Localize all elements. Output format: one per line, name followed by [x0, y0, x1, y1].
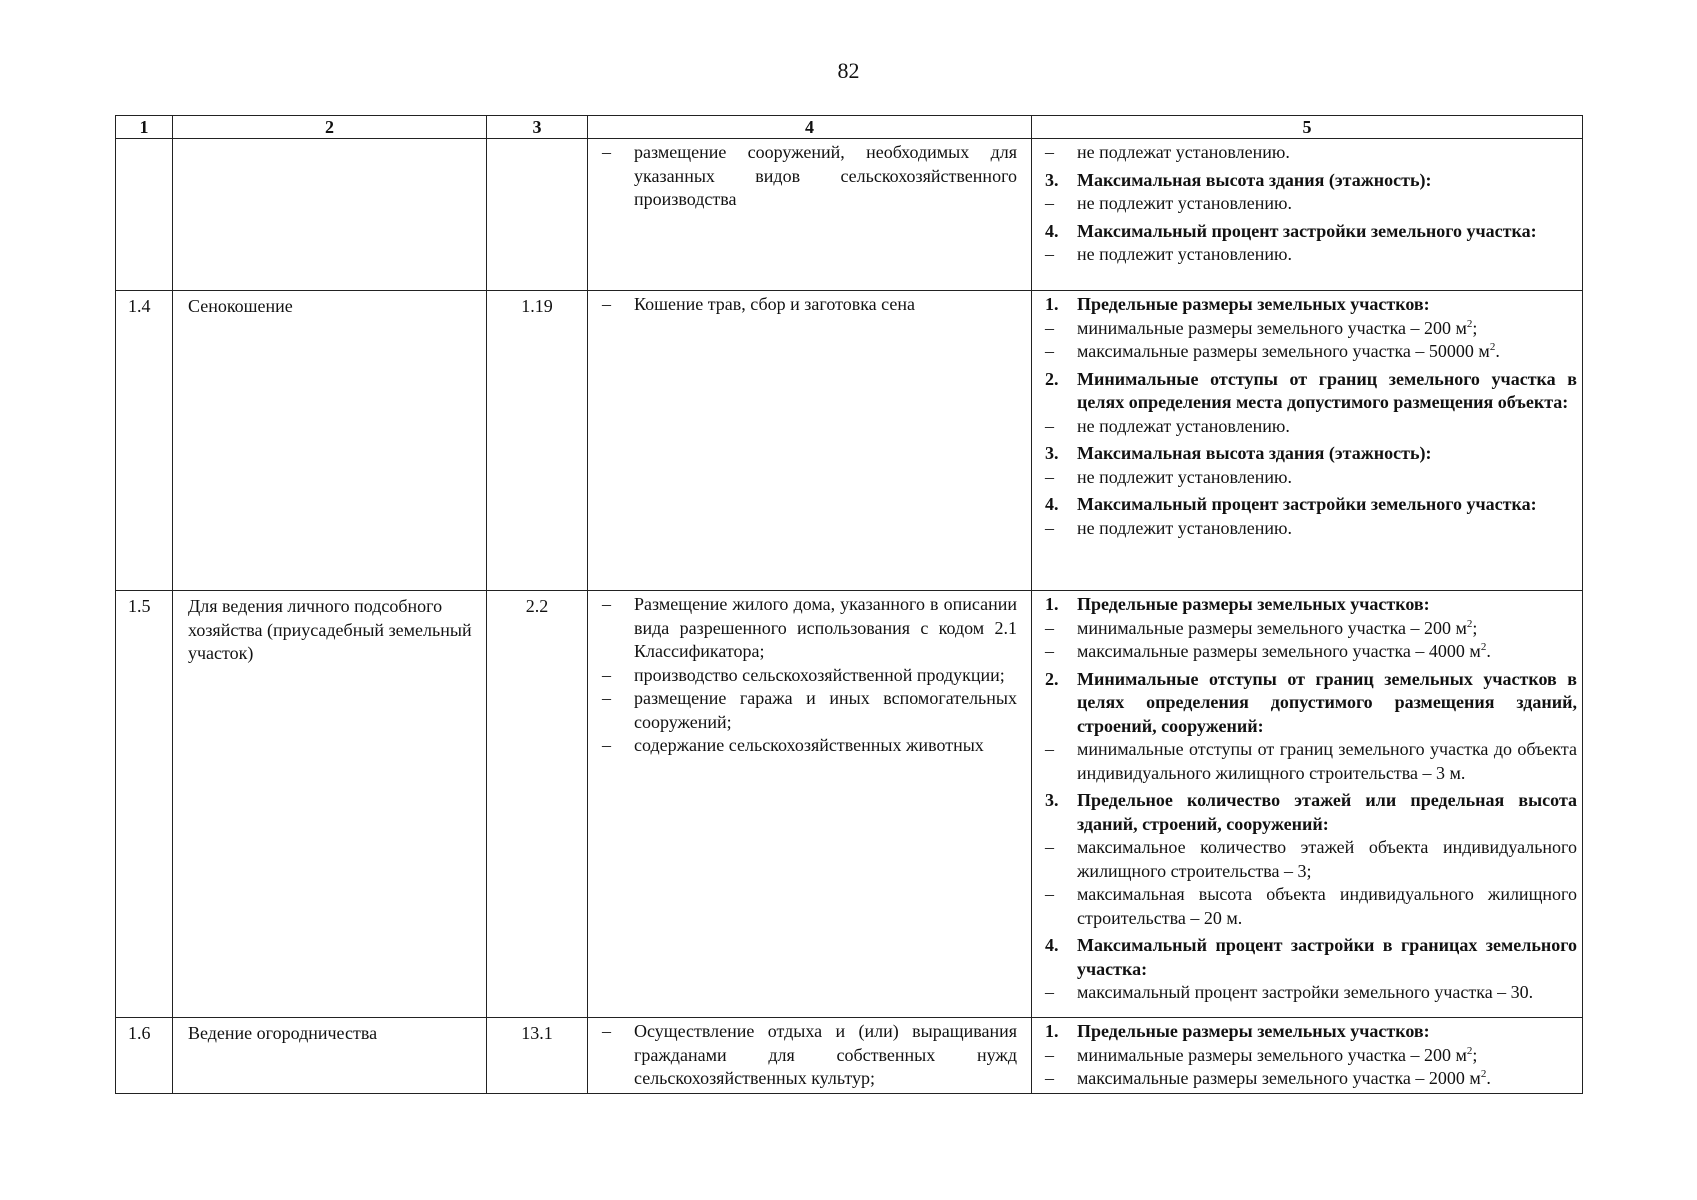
item-number: 4. [1045, 220, 1059, 241]
dash-bullet: – [1045, 884, 1054, 904]
cell-use-description [588, 1018, 1032, 1094]
cell-use-code [487, 591, 588, 1018]
parameter-value: минимальные отступы от границ земельного участка до объекта индивидуального жилищного строительства – 3 м. [1077, 739, 1577, 783]
parameter-text [1077, 466, 1577, 490]
parameter-item [1045, 738, 1577, 785]
parameter-text [1077, 934, 1577, 981]
item-number: 4. [1045, 494, 1059, 514]
table-body [116, 139, 1583, 1094]
item-number: 3. [1045, 169, 1059, 190]
parameter-value: минимальные размеры земельного участка – 200 м [1077, 1044, 1467, 1065]
cell-use-code [487, 291, 588, 591]
trailing-punctuation: . [1486, 641, 1491, 661]
cell-parameters [1032, 1018, 1583, 1094]
dash-bullet: – [602, 664, 611, 685]
cell-parameters [1032, 591, 1583, 1018]
dash-bullet: – [1045, 415, 1054, 436]
parameter-item [1045, 517, 1577, 541]
parameter-heading [1045, 169, 1577, 193]
parameter-item [1045, 243, 1577, 267]
dash-bullet: – [1045, 982, 1054, 1002]
description-item [602, 734, 1017, 758]
dash-bullet: – [1045, 641, 1054, 661]
superscript: 2 [1466, 317, 1473, 330]
parameter-text [1077, 640, 1577, 664]
parameter-item [1045, 1044, 1577, 1068]
header-col-2: 2 [173, 116, 487, 139]
description-text: содержание сельскохозяйственных животных [634, 735, 984, 755]
parameter-text [1077, 141, 1577, 165]
trailing-punctuation: . [1486, 1068, 1491, 1088]
table-row [116, 291, 1583, 591]
dash-bullet: – [1045, 517, 1054, 538]
page-number: 82 [837, 58, 860, 83]
parameter-value: Максимальный процент застройки земельного участка: [1077, 220, 1537, 241]
dash-bullet: – [1045, 317, 1054, 338]
parameter-heading [1045, 593, 1577, 617]
parameter-value: не подлежат установлению. [1077, 415, 1290, 436]
description-text: Осуществление отдыха и (или) выращивания гражданами для собственных нужд сельскохозяйственных культур; [634, 1021, 1017, 1088]
parameter-text [1077, 836, 1577, 883]
parameter-text [1077, 368, 1577, 415]
header-col-5: 5 [1032, 116, 1583, 139]
cell-number [116, 291, 173, 591]
superscript: 2 [1480, 1068, 1487, 1080]
row-number: 1.5 [128, 596, 151, 616]
description-text: Размещение жилого дома, указанного в описании вида разрешенного использования с кодом 2.1 Классификатора; [634, 594, 1017, 661]
parameter-value: максимальное количество этажей объекта индивидуального жилищного строительства – 3; [1077, 837, 1577, 881]
table-row [116, 139, 1583, 291]
cell-use-code [487, 1018, 588, 1094]
cell-use-code [487, 139, 588, 291]
parameter-text [1077, 220, 1577, 244]
parameter-value: максимальные размеры земельного участка – 50000 м [1077, 341, 1490, 361]
parameter-text [1077, 1020, 1577, 1044]
parameter-value: максимальная высота объекта индивидуального жилищного строительства – 20 м. [1077, 884, 1577, 928]
parameter-value: максимальные размеры земельного участка – 4000 м [1077, 641, 1481, 661]
parameter-text [1077, 517, 1577, 541]
item-number: 2. [1045, 668, 1059, 689]
dash-bullet: – [1045, 244, 1054, 264]
parameter-value: максимальный процент застройки земельного участка – 30. [1077, 982, 1534, 1002]
parameter-value: максимальные размеры земельного участка – 2000 м [1077, 1068, 1481, 1088]
parameter-heading [1045, 668, 1577, 739]
dash-bullet: – [602, 594, 611, 614]
dash-bullet: – [1045, 1044, 1054, 1065]
dash-bullet: – [602, 294, 611, 314]
parameter-heading [1045, 368, 1577, 415]
cell-parameters [1032, 291, 1583, 591]
parameter-item [1045, 617, 1577, 641]
superscript: 2 [1466, 617, 1473, 630]
dash-bullet: – [1045, 739, 1054, 759]
parameter-value: Предельные размеры земельных участков: [1077, 1021, 1430, 1041]
parameter-value: не подлежит установлению. [1077, 193, 1292, 213]
dash-bullet: – [602, 735, 611, 755]
item-number: 1. [1045, 294, 1059, 314]
parameter-value: Предельные размеры земельных участков: [1077, 294, 1430, 314]
item-number: 1. [1045, 1021, 1059, 1041]
parameter-text [1077, 738, 1577, 785]
trailing-punctuation: . [1495, 341, 1500, 361]
parameter-heading [1045, 789, 1577, 836]
header-col-4: 4 [588, 116, 1032, 139]
parameter-text [1077, 243, 1577, 267]
use-code: 2.2 [525, 596, 549, 616]
cell-number [116, 591, 173, 1018]
parameter-value: Минимальные отступы от границ земельного участка в целях определения места допустимого размещения объекта: [1077, 368, 1577, 412]
parameter-heading [1045, 493, 1577, 517]
dash-bullet: – [602, 688, 611, 708]
parameter-heading [1045, 293, 1577, 317]
parameter-heading [1045, 934, 1577, 981]
parameter-text [1077, 617, 1577, 641]
use-name: Сенокошение [188, 296, 293, 316]
zoning-regulations-table [115, 115, 1583, 1094]
parameter-heading [1045, 442, 1577, 466]
use-code: 13.1 [521, 1023, 553, 1043]
parameter-value: Предельные размеры земельных участков: [1077, 594, 1430, 614]
parameter-text [1077, 317, 1577, 341]
cell-use-description [588, 291, 1032, 591]
description-item [602, 664, 1017, 688]
cell-use-name [173, 1018, 487, 1094]
trailing-punctuation: ; [1472, 1044, 1478, 1065]
parameter-text [1077, 293, 1577, 317]
parameter-item [1045, 141, 1577, 165]
cell-use-description [588, 591, 1032, 1018]
description-item [602, 687, 1017, 734]
parameter-item [1045, 640, 1577, 664]
parameter-text [1077, 169, 1577, 193]
parameter-text [1077, 981, 1577, 1005]
header-col-3: 3 [487, 116, 588, 139]
parameter-value: Максимальная высота здания (этажность): [1077, 443, 1432, 463]
superscript: 2 [1466, 1044, 1473, 1057]
parameter-heading [1045, 1020, 1577, 1044]
superscript: 2 [1480, 641, 1487, 653]
parameter-item [1045, 415, 1577, 439]
parameter-value: Минимальные отступы от границ земельных участков в целях определения допустимого размещения зданий, строений, сооружений: [1077, 668, 1577, 736]
parameter-value: Максимальный процент застройки в границах земельного участка: [1077, 935, 1577, 979]
parameter-text [1077, 1067, 1577, 1091]
parameter-item [1045, 466, 1577, 490]
use-name: Для ведения личного подсобного хозяйства (приусадебный земельный участок) [188, 596, 472, 663]
parameter-value: Предельное количество этажей или предельная высота зданий, строений, сооружений: [1077, 790, 1577, 834]
item-number: 3. [1045, 443, 1059, 463]
item-number: 2. [1045, 368, 1059, 389]
cell-use-description [588, 139, 1032, 291]
parameter-text [1077, 883, 1577, 930]
dash-bullet: – [1045, 837, 1054, 857]
parameter-value: не подлежат установлению. [1077, 142, 1290, 162]
parameter-item [1045, 981, 1577, 1005]
description-text: размещение гаража и иных вспомогательных сооружений; [634, 688, 1017, 732]
parameter-text [1077, 593, 1577, 617]
parameter-value: Максимальный процент застройки земельного участка: [1077, 494, 1537, 514]
cell-number [116, 1018, 173, 1094]
parameter-value: минимальные размеры земельного участка – 200 м [1077, 617, 1467, 638]
description-text: производство сельскохозяйственной продукции; [634, 664, 1005, 685]
item-number: 3. [1045, 790, 1059, 810]
table-row [116, 1018, 1583, 1094]
cell-use-name [173, 591, 487, 1018]
cell-use-name [173, 139, 487, 291]
parameter-value: не подлежит установлению. [1077, 244, 1292, 264]
parameter-value: не подлежит установлению. [1077, 466, 1292, 487]
parameter-item [1045, 883, 1577, 930]
parameter-text [1077, 340, 1577, 364]
dash-bullet: – [602, 142, 611, 162]
parameter-value: не подлежит установлению. [1077, 517, 1292, 538]
parameter-heading [1045, 220, 1577, 244]
cell-parameters [1032, 139, 1583, 291]
dash-bullet: – [1045, 193, 1054, 213]
header-row [116, 116, 1583, 139]
cell-use-name [173, 291, 487, 591]
description-item [602, 593, 1017, 664]
superscript: 2 [1489, 341, 1496, 353]
parameter-text [1077, 789, 1577, 836]
parameter-text [1077, 668, 1577, 739]
table-row [116, 591, 1583, 1018]
dash-bullet: – [1045, 142, 1054, 162]
use-code: 1.19 [521, 296, 553, 316]
parameter-text [1077, 493, 1577, 517]
parameter-item [1045, 192, 1577, 216]
dash-bullet: – [602, 1021, 611, 1041]
use-name: Ведение огородничества [188, 1023, 378, 1043]
header-col-1: 1 [116, 116, 173, 139]
parameter-text [1077, 192, 1577, 216]
dash-bullet: – [1045, 466, 1054, 487]
description-text: Кошение трав, сбор и заготовка сена [634, 294, 915, 314]
parameter-item [1045, 1067, 1577, 1091]
item-number: 1. [1045, 594, 1059, 614]
parameter-text [1077, 1044, 1577, 1068]
parameter-value: минимальные размеры земельного участка – 200 м [1077, 317, 1467, 338]
description-item [602, 141, 1017, 212]
parameter-value: Максимальная высота здания (этажность): [1077, 169, 1432, 190]
cell-number [116, 139, 173, 291]
parameter-item [1045, 836, 1577, 883]
parameter-item [1045, 317, 1577, 341]
parameter-text [1077, 442, 1577, 466]
trailing-punctuation: ; [1472, 317, 1478, 338]
row-number: 1.4 [128, 296, 151, 316]
trailing-punctuation: ; [1472, 617, 1478, 638]
item-number: 4. [1045, 935, 1059, 955]
parameter-text [1077, 415, 1577, 439]
description-item [602, 293, 1017, 317]
description-text: размещение сооружений, необходимых для указанных видов сельскохозяйственного производства [634, 142, 1017, 209]
row-number: 1.6 [128, 1023, 151, 1043]
dash-bullet: – [1045, 341, 1054, 361]
description-item [602, 1020, 1017, 1091]
parameter-item [1045, 340, 1577, 364]
dash-bullet: – [1045, 617, 1054, 638]
dash-bullet: – [1045, 1068, 1054, 1088]
